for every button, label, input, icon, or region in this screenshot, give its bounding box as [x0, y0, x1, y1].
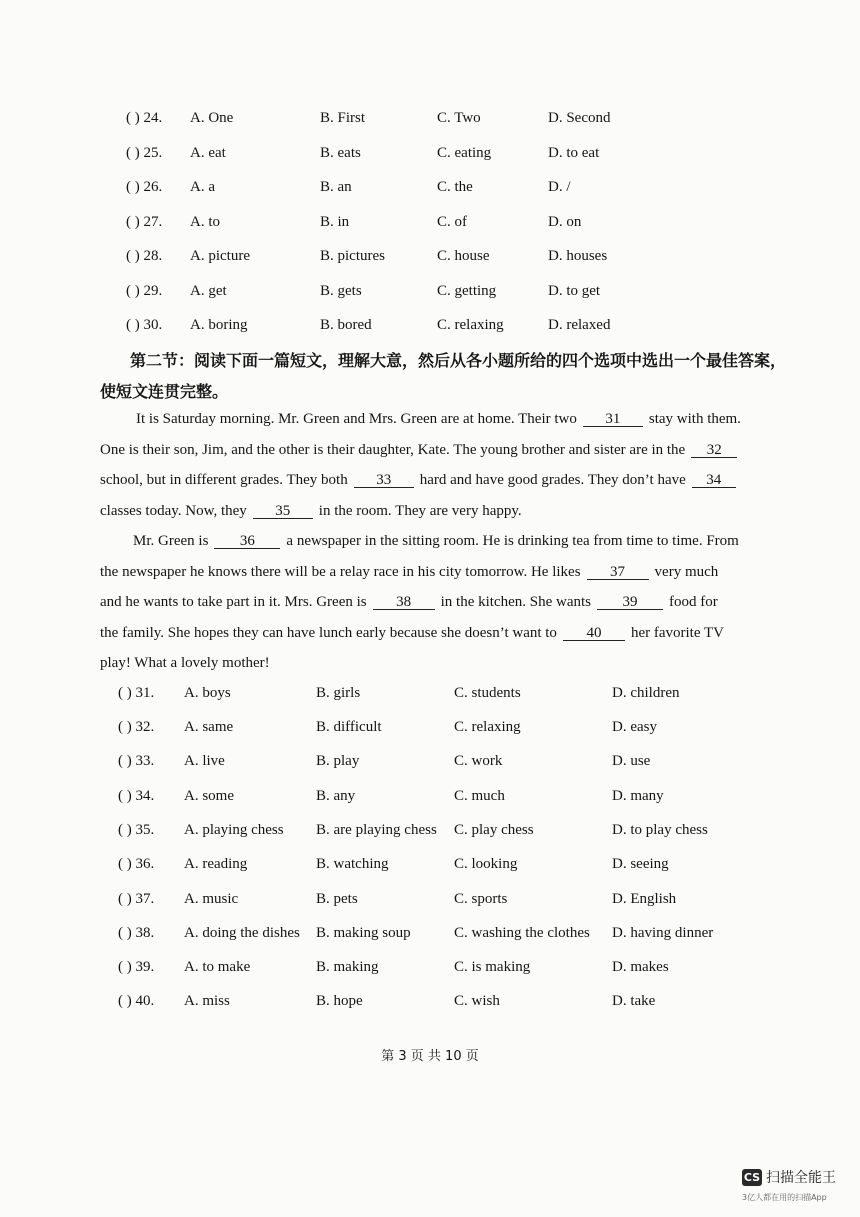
- option-d: D. take: [612, 993, 656, 1009]
- option-b: B. difficult: [316, 719, 382, 735]
- option-b: B. eats: [320, 145, 361, 161]
- option-b: B. play: [316, 753, 360, 769]
- question-number: ( ) 28.: [126, 248, 163, 264]
- option-c: C. of: [437, 214, 467, 230]
- option-d: D. English: [612, 891, 677, 907]
- scanner-tagline: 3亿人都在用的扫描App: [742, 1193, 827, 1202]
- option-d: D. use: [612, 753, 651, 769]
- question-number: ( ) 36.: [118, 856, 155, 872]
- question-number: ( ) 26.: [126, 179, 163, 195]
- passage-text: and he wants to take part in it. Mrs. Green is: [100, 594, 367, 611]
- question-number: ( ) 25.: [126, 145, 163, 161]
- blank-37: 37: [587, 565, 649, 580]
- passage-paragraph-2: [100, 526, 780, 679]
- option-a: A. live: [184, 753, 225, 769]
- passage-text: play! What a lovely mother!: [100, 655, 270, 672]
- passage-text: hard and have good grades. They don’t have: [419, 472, 686, 489]
- blank-35: 35: [253, 504, 313, 519]
- option-d: D. children: [612, 685, 680, 701]
- question-number: ( ) 38.: [118, 925, 155, 941]
- passage-text: in the kitchen. She wants: [440, 594, 591, 611]
- option-d: D. to get: [548, 283, 601, 299]
- option-c: C. washing the clothes: [454, 925, 590, 941]
- option-a: A. One: [190, 110, 234, 126]
- option-d: D. on: [548, 214, 582, 230]
- option-d: D. many: [612, 788, 664, 804]
- page-number: 第 3 页 共 10 页: [381, 1049, 479, 1064]
- option-a: A. get: [190, 283, 227, 299]
- option-b: B. gets: [320, 283, 362, 299]
- blank-39: 39: [597, 595, 663, 610]
- option-c: C. eating: [437, 145, 492, 161]
- question-number: ( ) 27.: [126, 214, 163, 230]
- option-c: C. is making: [454, 959, 531, 975]
- option-c: C. looking: [454, 856, 518, 872]
- passage-text: One is their son, Jim, and the other is their daughter, Kate. The young brother and sister are in the: [100, 441, 686, 458]
- passage-text: a newspaper in the sitting room. He is drinking tea from time to time. From: [286, 533, 739, 549]
- option-d: D. houses: [548, 248, 608, 264]
- option-b: B. girls: [316, 685, 361, 701]
- blank-34: 34: [692, 473, 736, 488]
- option-d: D. to eat: [548, 145, 600, 161]
- option-c: C. relaxing: [437, 317, 504, 333]
- option-c: C. much: [454, 788, 505, 804]
- question-number: ( ) 29.: [126, 283, 163, 299]
- option-d: D. having dinner: [612, 925, 714, 941]
- question-number: ( ) 32.: [118, 719, 155, 735]
- scanner-app-name: 扫描全能王: [766, 1170, 836, 1186]
- blank-40: 40: [563, 626, 625, 641]
- option-d: D. makes: [612, 959, 669, 975]
- option-c: C. Two: [437, 110, 481, 126]
- option-b: B. watching: [316, 856, 389, 872]
- option-b: B. making: [316, 959, 379, 975]
- option-b: B. any: [316, 788, 356, 804]
- option-c: C. students: [454, 685, 521, 701]
- option-c: C. relaxing: [454, 719, 521, 735]
- question-number: ( ) 30.: [126, 317, 163, 333]
- question-number: ( ) 24.: [126, 110, 163, 126]
- passage-text: Mr. Green is: [133, 533, 209, 549]
- passage-text: the family. She hopes they can have lunch early because she doesn’t want to: [100, 624, 557, 641]
- blank-33: 33: [354, 473, 414, 488]
- blank-31: 31: [583, 412, 643, 427]
- option-c: C. getting: [437, 283, 497, 299]
- option-d: D. Second: [548, 110, 611, 126]
- option-a: A. boys: [184, 685, 231, 701]
- question-number: ( ) 35.: [118, 822, 155, 838]
- question-number: ( ) 33.: [118, 753, 155, 769]
- option-a: A. boring: [190, 317, 248, 333]
- option-b: B. in: [320, 214, 350, 230]
- option-a: A. playing chess: [184, 822, 284, 838]
- option-d: D. seeing: [612, 856, 669, 872]
- option-a: A. music: [184, 891, 239, 907]
- option-b: B. pets: [316, 891, 358, 907]
- option-a: A. miss: [184, 993, 230, 1009]
- passage-text: food for: [669, 594, 718, 611]
- option-b: B. pictures: [320, 248, 385, 264]
- section-heading-line2: 使短文连贯完整。: [100, 382, 229, 401]
- option-c: C. work: [454, 753, 503, 769]
- passage-text: very much: [654, 563, 719, 580]
- passage-text: her favorite TV: [630, 624, 724, 641]
- scanner-watermark: [742, 1167, 836, 1187]
- option-d: D. easy: [612, 719, 657, 735]
- passage-text: the newspaper he knows there will be a relay race in his city tomorrow. He likes: [100, 563, 581, 580]
- question-number: ( ) 39.: [118, 959, 155, 975]
- option-c: C. sports: [454, 891, 508, 907]
- option-d: D. to play chess: [612, 822, 708, 838]
- passage-text: school, but in different grades. They both: [100, 472, 348, 489]
- blank-38: 38: [373, 595, 435, 610]
- option-c: C. wish: [454, 993, 500, 1009]
- option-b: B. bored: [320, 317, 372, 333]
- option-a: A. to make: [184, 959, 251, 975]
- passage-paragraph-1: [100, 404, 780, 526]
- blank-32: 32: [691, 443, 737, 458]
- option-b: B. First: [320, 110, 366, 126]
- option-d: D. /: [548, 179, 571, 195]
- question-number: ( ) 31.: [118, 685, 155, 701]
- option-b: B. hope: [316, 993, 363, 1009]
- option-a: A. some: [184, 788, 234, 804]
- passage-text: stay with them.: [648, 411, 741, 427]
- option-b: B. are playing chess: [316, 822, 437, 838]
- option-b: B. an: [320, 179, 352, 195]
- section-heading-line1: 第二节：阅读下面一篇短文，理解大意，然后从各小题所给的四个选项中选出一个最佳答案，: [130, 351, 787, 370]
- option-c: C. the: [437, 179, 473, 195]
- option-c: C. house: [437, 248, 490, 264]
- option-a: A. same: [184, 719, 234, 735]
- camscanner-logo-icon: CS: [743, 1170, 761, 1184]
- option-d: D. relaxed: [548, 317, 611, 333]
- option-a: A. eat: [190, 145, 226, 161]
- option-a: A. picture: [190, 248, 250, 264]
- option-a: A. to: [190, 214, 220, 230]
- option-a: A. a: [190, 179, 215, 195]
- option-c: C. play chess: [454, 822, 534, 838]
- passage-text: in the room. They are very happy.: [318, 502, 522, 519]
- option-a: A. reading: [184, 856, 248, 872]
- question-number: ( ) 37.: [118, 891, 155, 907]
- question-number: ( ) 40.: [118, 993, 155, 1009]
- passage-text: classes today. Now, they: [100, 502, 247, 519]
- passage-text: It is Saturday morning. Mr. Green and Mrs. Green are at home. Their two: [136, 411, 577, 427]
- question-number: ( ) 34.: [118, 788, 155, 804]
- option-a: A. doing the dishes: [184, 925, 300, 941]
- option-b: B. making soup: [316, 925, 411, 941]
- blank-36: 36: [214, 534, 280, 549]
